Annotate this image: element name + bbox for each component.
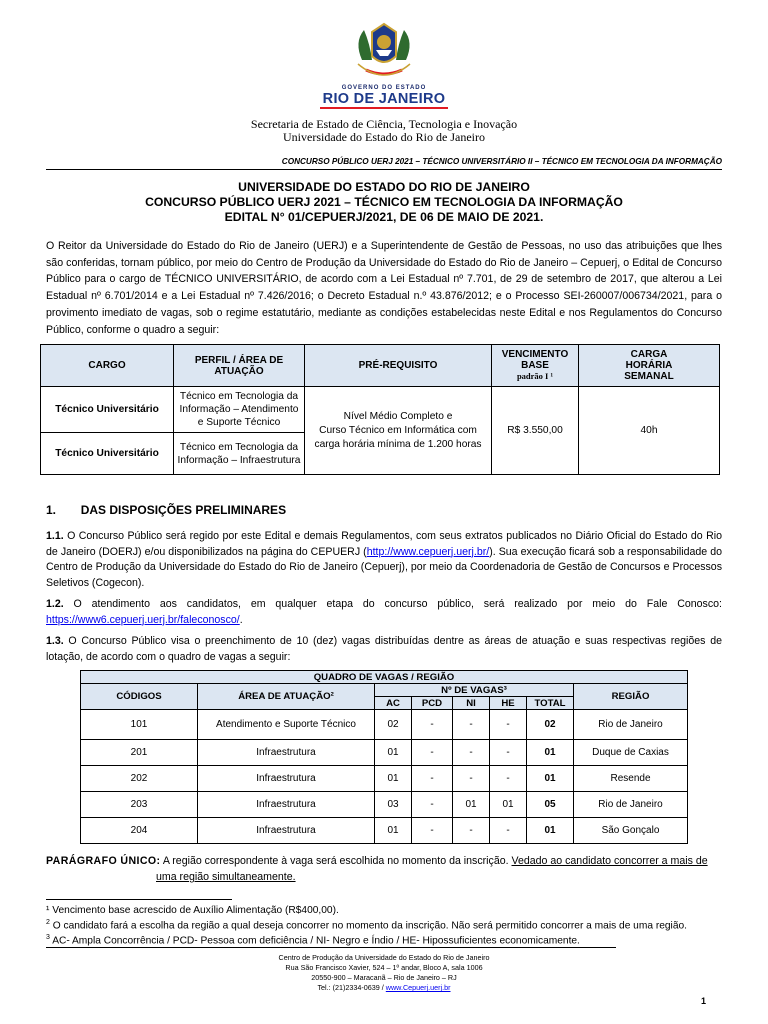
coat-of-arms-icon <box>348 20 420 86</box>
ac-cell: 03 <box>375 792 412 818</box>
table-row <box>81 740 688 766</box>
footnote-text: Vencimento base acrescido de Auxílio Alimentação (R$400,00). <box>52 905 339 916</box>
cargo-cell: Técnico Universitário <box>41 433 174 475</box>
col-vencimento <box>492 345 579 387</box>
codigo-cell: 201 <box>81 740 198 766</box>
col-carga-line2: HORÁRIA <box>625 360 673 371</box>
regiao-cell: Rio de Janeiro <box>574 792 688 818</box>
item-text: O Concurso Público visa o preenchimento de 10 (dez) vagas distribuídas dentre as áreas de atuação e suas respectivas regiões de lotação, de acordo com o quadro de vagas a seguir: <box>46 635 723 663</box>
cepuerj-link[interactable]: http://www.cepuerj.uerj.br/ <box>366 545 490 558</box>
col-vencimento-line3: padrão I ¹ <box>516 371 554 381</box>
he-cell: - <box>490 740 527 766</box>
footer-phone: Tel.: (21)2334-0639 / <box>317 983 384 992</box>
footnote-text: O candidato fará a escolha da região a qual deseja concorrer no momento da inscrição. Não será permitido concorrer a mais de uma região. <box>52 920 687 932</box>
item-number: 1.2. <box>46 598 64 610</box>
area-cell: Infraestrutura <box>198 766 375 792</box>
codigo-cell: 202 <box>81 766 198 792</box>
ac-cell: 01 <box>375 740 412 766</box>
total-cell: 02 <box>527 710 574 740</box>
col-carga-line3: SEMANAL <box>624 371 674 382</box>
paragrafo-unico <box>46 854 722 869</box>
col-cargo: CARGO <box>41 345 174 387</box>
vacancies-header-row <box>81 684 688 697</box>
col-pcd: PCD <box>412 697 453 710</box>
requisito-line1: Nível Médio Completo e <box>343 410 453 422</box>
state-label-underline <box>320 107 448 109</box>
vencimento-cell: R$ 3.550,00 <box>492 387 579 475</box>
table-row <box>81 818 688 844</box>
secretariat: Secretaria de Estado de Ciência, Tecnologia e Inovação <box>250 117 518 131</box>
university-name: Universidade do Estado do Rio de Janeiro <box>283 130 485 144</box>
col-ac: AC <box>375 697 412 710</box>
table-row <box>81 710 688 740</box>
col-requisito: PRÉ-REQUISITO <box>305 345 492 387</box>
page-number: 1 <box>700 996 706 1006</box>
footnote-1 <box>46 905 339 916</box>
item-text: O Concurso Público será regido por este Edital e demais Regulamentos, com seus extratos publicados no Diário Oficial do Estado do Rio de Janeiro (DOERJ) e/ou disponibilizados na página do CEPUERJ ( <box>46 530 722 558</box>
state-label <box>310 91 458 109</box>
requisito-cell <box>305 387 492 475</box>
col-vagas: Nº DE VAGAS³ <box>375 684 574 697</box>
regiao-cell: Resende <box>574 766 688 792</box>
footnote-text: AC- Ampla Concorrência / PCD- Pessoa com deficiência / NI- Negro e Índio / HE- Hipossuficientes economicamente. <box>52 935 580 947</box>
paragrafo-unico-underlined-1: Vedado ao candidato concorrer a mais de <box>511 855 708 867</box>
footnote-mark: 2 <box>46 919 50 926</box>
area-cell: Infraestrutura <box>198 818 375 844</box>
pcd-cell: - <box>412 792 453 818</box>
regiao-cell: Duque de Caxias <box>574 740 688 766</box>
paragrafo-unico-label: PARÁGRAFO ÚNICO: <box>46 855 161 867</box>
item-text-cont: . <box>239 613 243 626</box>
col-regiao: REGIÃO <box>574 684 688 710</box>
title-line-1: UNIVERSIDADE DO ESTADO DO RIO DE JANEIRO <box>238 180 530 194</box>
gov-label: GOVERNO DO ESTADO <box>341 85 427 91</box>
requisito-line2: Curso Técnico em Informática com <box>319 424 477 436</box>
vacancies-caption-row <box>81 671 688 684</box>
col-he: HE <box>490 697 527 710</box>
col-codigos: CÓDIGOS <box>81 684 198 710</box>
item-1-3 <box>46 634 722 665</box>
positions-table <box>40 344 720 475</box>
item-1-2 <box>46 597 722 628</box>
he-cell: - <box>490 818 527 844</box>
col-vencimento-line2: BASE <box>521 360 549 371</box>
total-cell: 05 <box>527 792 574 818</box>
vacancies-caption: QUADRO DE VAGAS / REGIÃO <box>81 671 688 684</box>
perfil-cell: Técnico em Tecnologia da Informação – Atendimento e Suporte Técnico <box>174 387 305 433</box>
state-label-text: RIO DE JANEIRO <box>322 91 446 107</box>
section-title: DAS DISPOSIÇÕES PRELIMINARES <box>80 503 287 517</box>
footnote-mark: ¹ <box>46 905 50 916</box>
title-line-3: EDITAL N° 01/CEPUERJ/2021, DE 06 DE MAIO DE 2021. <box>224 210 544 224</box>
item-1-1 <box>46 529 722 591</box>
footer-line-2: Rua São Francisco Xavier, 524 – 1º andar, Bloco A, sala 1006 <box>285 963 483 972</box>
footer-site-link[interactable]: www.Cepuerj.uerj.br <box>385 983 451 992</box>
ni-cell: 01 <box>453 792 490 818</box>
title-line-2: CONCURSO PÚBLICO UERJ 2021 – TÉCNICO EM TECNOLOGIA DA INFORMAÇÃO <box>145 195 623 209</box>
footnote-rule <box>46 899 232 900</box>
paragrafo-unico-underlined-2: uma região simultaneamente. <box>156 871 296 883</box>
col-carga-line1: CARGA <box>630 349 668 360</box>
footer-line-3: 20550-900 – Maracanã – Rio de Janeiro – RJ <box>311 973 457 982</box>
section-heading <box>46 503 286 517</box>
col-carga <box>579 345 720 387</box>
item-text-cont: ). Sua execução ficará sob a responsabilidade do Centro de Produção da Universidade do Estado do Rio de Janeiro (Cepuerj), por meio da Coordenadoria de Gestão de Concursos e Processos Seletivos (Cogecon). <box>46 545 722 589</box>
col-perfil: PERFIL / ÁREA DE ATUAÇÃO <box>174 345 305 387</box>
footnote-2 <box>46 919 687 931</box>
table-row <box>41 387 720 433</box>
pcd-cell: - <box>412 710 453 740</box>
he-cell: - <box>490 766 527 792</box>
he-cell: - <box>490 710 527 740</box>
requisito-line3: carga horária mínima de 1.200 horas <box>314 438 482 450</box>
codigo-cell: 101 <box>81 710 198 740</box>
regiao-cell: São Gonçalo <box>574 818 688 844</box>
pcd-cell: - <box>412 740 453 766</box>
pcd-cell: - <box>412 766 453 792</box>
ni-cell: - <box>453 710 490 740</box>
col-area: ÁREA DE ATUAÇÃO² <box>198 684 375 710</box>
area-cell: Atendimento e Suporte Técnico <box>198 710 375 740</box>
ni-cell: - <box>453 766 490 792</box>
item-number: 1.1. <box>46 530 64 542</box>
footer-line-4 <box>0 983 768 993</box>
footnote-mark: 3 <box>46 934 50 941</box>
paragrafo-unico-text: A região correspondente à vaga será escolhida no momento da inscrição. <box>162 855 509 867</box>
pcd-cell: - <box>412 818 453 844</box>
total-cell: 01 <box>527 740 574 766</box>
ni-cell: - <box>453 740 490 766</box>
positions-header-row <box>41 345 720 387</box>
codigo-cell: 203 <box>81 792 198 818</box>
ni-cell: - <box>453 818 490 844</box>
carga-cell: 40h <box>579 387 720 475</box>
section-number: 1. <box>46 503 57 517</box>
ac-cell: 02 <box>375 710 412 740</box>
ac-cell: 01 <box>375 766 412 792</box>
ac-cell: 01 <box>375 818 412 844</box>
vacancies-table <box>80 670 688 844</box>
item-text: O atendimento aos candidatos, em qualquer etapa do concurso público, será realizado por meio do Fale Conosco: <box>73 598 722 610</box>
footnote-3 <box>46 934 616 948</box>
col-vencimento-line1: VENCIMENTO <box>501 349 569 360</box>
perfil-cell: Técnico em Tecnologia da Informação – Infraestrutura <box>174 433 305 475</box>
area-cell: Infraestrutura <box>198 740 375 766</box>
item-number: 1.3. <box>46 635 64 647</box>
total-cell: 01 <box>527 818 574 844</box>
table-row <box>81 766 688 792</box>
total-cell: 01 <box>527 766 574 792</box>
col-total: TOTAL <box>527 697 574 710</box>
intro-paragraph: O Reitor da Universidade do Estado do Rio de Janeiro (UERJ) e a Superintendente de Gestão de Pessoas, no uso das atribuições que lhes são conferidas, tornam público, por meio do Centro de Produção da Universidade do Estado do Rio de Janeiro – Cepuerj, o Edital de Concurso Público para o cargo de TÉCNICO UNIVERSITÁRIO, de acordo com a Lei Estadual nº 7.701, de 29 de setembro de 2017, que alterou a Lei Estadual nº 6.701/2014 e a Lei Estadual nº 7.426/2016; o Decreto Estadual n.º 43.876/2012; e o Processo SEI-260007/006734/2021, para o provimento imediato de vagas, sob o regime estatutário, mediante as condições estabelecidas neste Edital e nos Regulamentos do Concurso Público, conforme o quadro a seguir: <box>46 240 722 336</box>
footer-line-1: Centro de Produção da Universidade do Estado do Rio de Janeiro <box>278 953 490 962</box>
col-ni: NI <box>453 697 490 710</box>
running-title: CONCURSO PÚBLICO UERJ 2021 – TÉCNICO UNIVERSITÁRIO II – TÉCNICO EM TECNOLOGIA DA INFORMAÇÃO <box>281 157 722 166</box>
he-cell: 01 <box>490 792 527 818</box>
faleconosco-link[interactable]: https://www6.cepuerj.uerj.br/faleconosco/ <box>46 613 240 626</box>
area-cell: Infraestrutura <box>198 792 375 818</box>
header-rule <box>46 169 722 170</box>
table-row <box>81 792 688 818</box>
regiao-cell: Rio de Janeiro <box>574 710 688 740</box>
cargo-cell: Técnico Universitário <box>41 387 174 433</box>
codigo-cell: 204 <box>81 818 198 844</box>
